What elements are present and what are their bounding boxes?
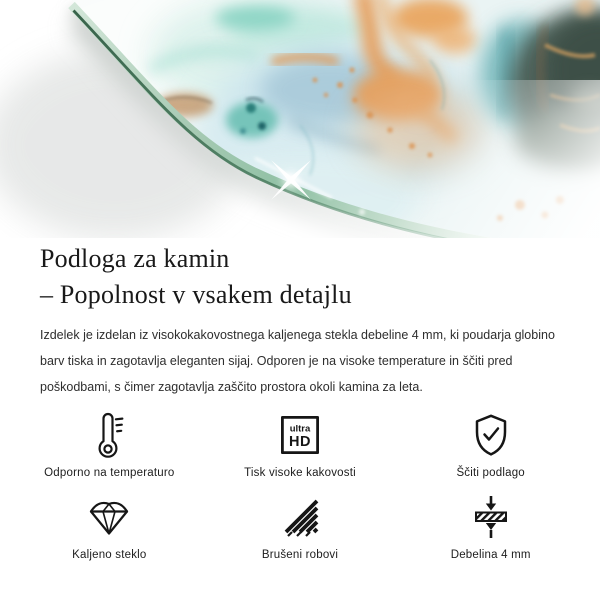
feature-label: Brušeni robovi — [261, 549, 339, 561]
feature-print-quality — [205, 412, 396, 479]
feature-thickness — [395, 494, 586, 561]
product-hero-image — [0, 0, 600, 238]
glass-panel-illustration — [0, 0, 600, 238]
page-title-line-1: Podloga za kamin — [40, 244, 230, 273]
feature-tempered-glass — [14, 494, 205, 561]
polished-edges-icon — [278, 494, 322, 540]
product-description: Izdelek je izdelan iz visokokakovostnega kaljenega stekla debeline 4 mm, ki poudarja globino barv tiska in zagotavlja eleganten sijaj. Odporen je na visoke temperature in ščiti pred poškodbami, s čimer zagotavlja zaščito prostora okoli kamina za leta. — [40, 328, 555, 394]
feature-label: Kaljeno steklo — [72, 549, 147, 561]
thickness-icon — [471, 494, 511, 540]
diamond-icon — [87, 494, 131, 540]
svg-text:ultra: ultra — [289, 423, 311, 435]
feature-label: Ščiti podlago — [456, 467, 525, 479]
feature-label: Odporno na temperaturo — [44, 467, 175, 479]
svg-text:HD: HD — [289, 434, 311, 450]
feature-temperature-resistant — [14, 412, 205, 479]
ultra-hd-icon — [279, 412, 321, 458]
feature-label: Tisk visoke kakovosti — [244, 467, 356, 479]
feature-label: Debelina 4 mm — [450, 549, 531, 561]
page-title-line-2: – Popolnost v vsakem detajlu — [40, 280, 352, 309]
feature-polished-edges — [205, 494, 396, 561]
feature-protects-surface — [395, 412, 586, 479]
shield-check-icon — [471, 412, 511, 458]
product-content — [0, 241, 600, 400]
thermometer-icon — [93, 412, 125, 458]
features-grid — [14, 412, 586, 561]
page-title — [40, 241, 572, 313]
